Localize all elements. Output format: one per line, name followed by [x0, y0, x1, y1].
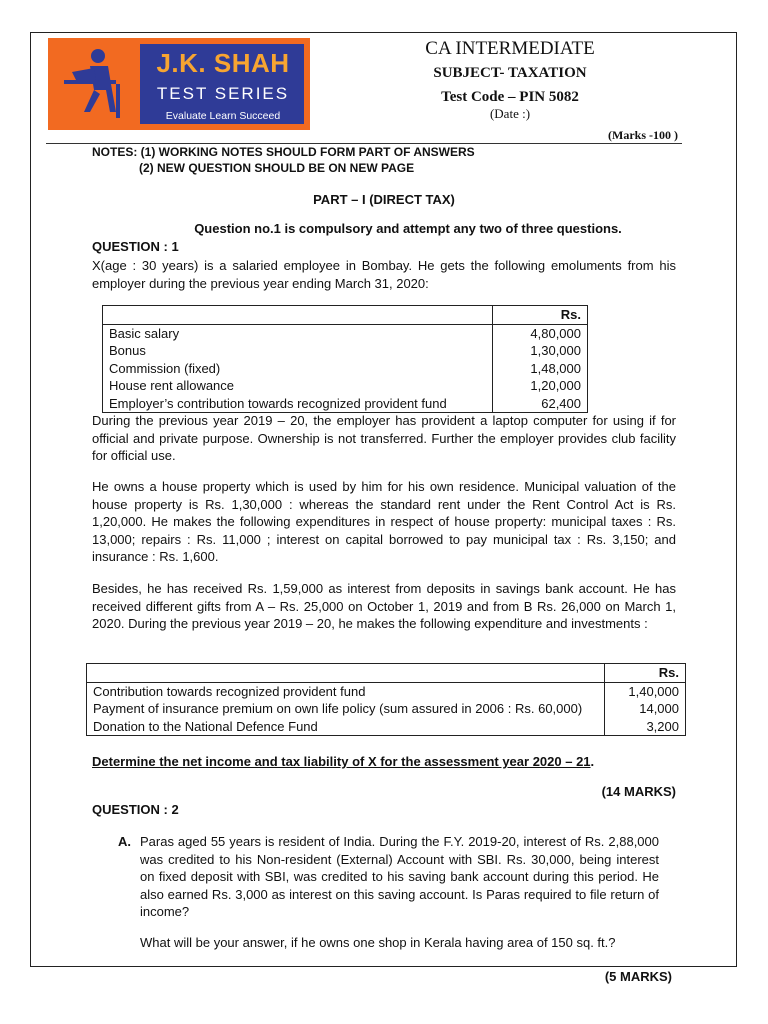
row-value: 14,000: [605, 700, 686, 718]
logo-title: J.K. SHAH: [156, 48, 290, 78]
row-label: Basic salary: [109, 325, 180, 341]
row-label: Contribution towards recognized provident fund: [93, 683, 366, 699]
table-header-rs: Rs.: [605, 664, 686, 683]
table-row: [103, 360, 588, 378]
row-value: 1,30,000: [493, 342, 588, 360]
q1-task: Determine the net income and tax liability of X for the assessment year 2020 – 21.: [92, 754, 595, 769]
test-code: Test Code – PIN 5082: [441, 89, 579, 105]
table-row: [87, 718, 686, 736]
subject-line: SUBJECT- TAXATION: [433, 65, 587, 81]
question-1-heading: QUESTION : 1: [92, 239, 179, 254]
logo-subtitle: TEST SERIES: [156, 84, 290, 103]
table-header-row: [103, 306, 588, 325]
table-header-row: [87, 664, 686, 683]
table-row: [103, 324, 588, 342]
investments-table: [86, 663, 686, 736]
row-label: Bonus: [109, 343, 146, 358]
row-value: 4,80,000: [493, 324, 588, 342]
date-line: (Date :): [489, 106, 531, 121]
row-value: 1,48,000: [493, 360, 588, 378]
q2-part-a-label: A.: [118, 834, 131, 849]
q1-task-text: Determine the net income and tax liability of X for the assessment year 2020 – 21: [92, 754, 591, 769]
q2-marks: (5 MARKS): [604, 969, 672, 984]
q1-paragraph-1: During the previous year 2019 – 20, the employer has provident a laptop computer for using if for official and private purpose. Ownership is not transferred. Further the employer provides club facility for official use.: [92, 413, 676, 463]
row-value: 3,200: [605, 718, 686, 736]
row-label: Payment of insurance premium on own life policy (sum assured in 2006 : Rs. 60,000): [93, 701, 583, 716]
row-label: Commission (fixed): [109, 360, 221, 376]
table-row: [103, 342, 588, 360]
part-title: PART – I (DIRECT TAX): [313, 192, 455, 207]
instructions: Question no.1 is compulsory and attempt any two of three questions.: [194, 221, 622, 236]
student-desk-icon: [54, 46, 138, 122]
q1-paragraph-2: He owns a house property which is used by him for his own residence. Municipal valuation of the house property is Rs. 1,30,000 : whereas the standard rent under the Rent Control Act is Rs. 1,20,000. He makes the following expenditures in respect of house property: municipal taxes : Rs. 13,000; repairs : Rs. 11,000 ; interest on capital borrowed to pay municipal tax : Rs. 3,150; and insurance : Rs. 1,600.: [92, 479, 676, 564]
q1-intro: X(age : 30 years) is a salaried employee in Bombay. He gets the following emoluments from his employer during the previous year ending March 31, 2020:: [92, 258, 676, 291]
logo-tagline: Evaluate Learn Succeed: [165, 110, 281, 122]
table-row: [87, 700, 686, 718]
question-2-heading: QUESTION : 2: [92, 802, 179, 817]
note-2: (2) NEW QUESTION SHOULD BE ON NEW PAGE: [139, 161, 415, 175]
q2-part-a-followup: What will be your answer, if he owns one shop in Kerala having area of 150 sq. ft.?: [140, 935, 616, 950]
emoluments-table: [102, 305, 588, 413]
row-label: Donation to the National Defence Fund: [93, 718, 318, 734]
q1-paragraph-3: Besides, he has received Rs. 1,59,000 as interest from deposits in savings bank account. He has received different gifts from A – Rs. 25,000 on October 1, 2019 and from B Rs. 26,000 on March 1, 2020. During the previous year 2019 – 20, he makes the following expenditure and investments :: [92, 581, 676, 631]
jk-shah-logo: [48, 38, 310, 130]
total-marks: (Marks -100 ): [608, 128, 678, 142]
row-label: Employer’s contribution towards recognized provident fund: [109, 395, 447, 411]
row-value: 1,40,000: [605, 682, 686, 700]
q1-marks: (14 MARKS): [601, 784, 676, 799]
table-header-rs: Rs.: [493, 306, 588, 325]
row-label: House rent allowance: [109, 378, 235, 393]
row-value: 62,400: [493, 395, 588, 413]
note-1: NOTES: (1) WORKING NOTES SHOULD FORM PART OF ANSWERS: [92, 145, 475, 159]
exam-title: CA INTERMEDIATE: [425, 38, 595, 59]
table-row: [103, 395, 588, 413]
table-row: [103, 377, 588, 395]
q2-part-a-text: Paras aged 55 years is resident of India. During the F.Y. 2019-20, interest of Rs. 2,88,000 was credited to his Non-resident (External) Account with SBI. Rs. 30,000, being interest on fixed deposit with SBI, was credited to his saving bank account during this period. He also earned Rs. 3,000 as interest on this saving account. Is Paras required to file return of income?: [140, 834, 659, 919]
table-row: [87, 682, 686, 700]
row-value: 1,20,000: [493, 377, 588, 395]
